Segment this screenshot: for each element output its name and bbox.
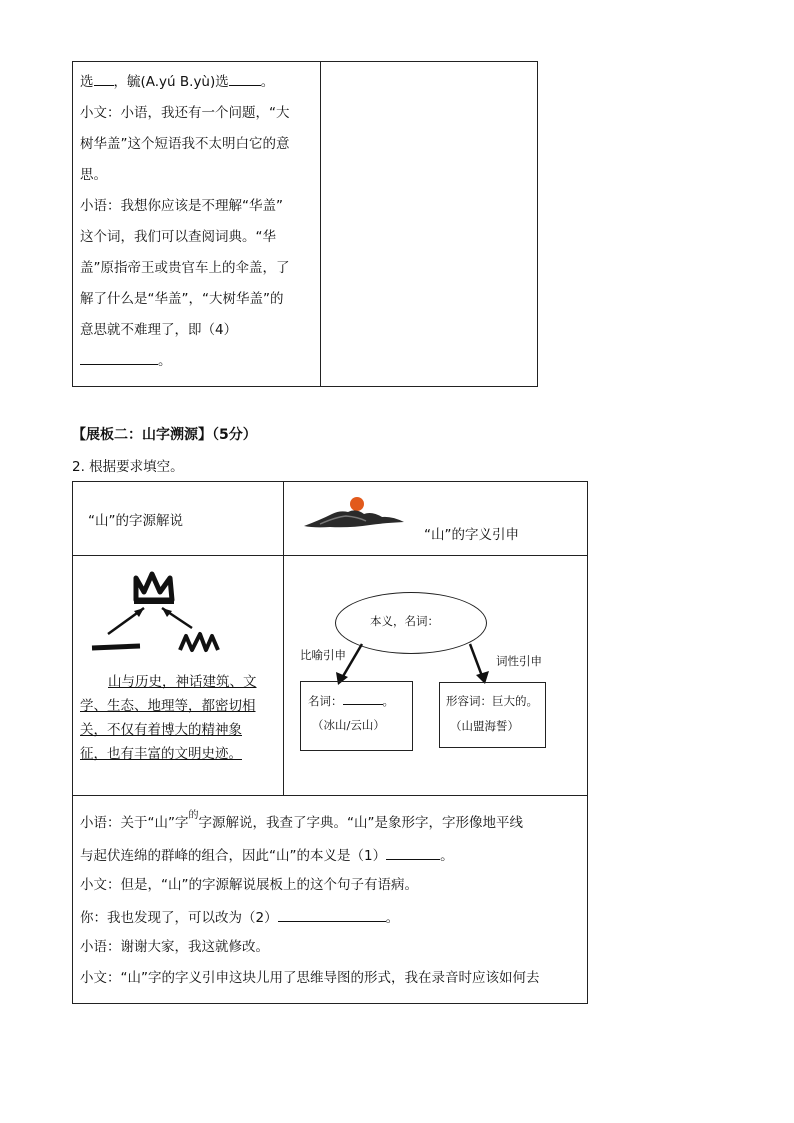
table2-border-left (72, 481, 73, 1004)
explanation-line: 征，也有丰富的文明史迹。 (80, 746, 242, 762)
table1-divider (320, 61, 321, 387)
mindmap-right-box-line2: （山盟海誓） (450, 719, 519, 733)
table1-border-left (72, 61, 73, 387)
dialog-line: 小文：“山”字的字义引申这块儿用了思维导图的形式，我在录音时应该如何去 (80, 970, 540, 986)
dialog-line: 小语：关于“山”字$^的$字源解说，我查了字典。“山”是象形字，字形像地平线 (80, 810, 523, 831)
table1-border-top (72, 61, 538, 62)
mindmap-right-box-line1: 形容词：巨大的。 (446, 694, 538, 708)
answer-blank[interactable] (386, 845, 440, 860)
superscript-char: 的 (188, 810, 199, 821)
mountain-ink-shape (304, 510, 404, 527)
table2-column-divider (283, 481, 284, 796)
ink-mountain-sun-image (300, 490, 420, 540)
dialog-line: 与起伏连绵的群峰的组合，因此“山”的本义是（1） 。 (80, 845, 540, 876)
peaks-stroke (180, 634, 218, 650)
arrow-right-branch (470, 644, 482, 676)
table2-border-bottom (72, 1003, 588, 1004)
shan-explanation (80, 670, 276, 766)
header-extension: “山”的字义引申 (424, 527, 519, 543)
answer-blank[interactable] (80, 350, 158, 365)
dialog-line: 小语：谢谢大家，我这就修改。 (80, 939, 269, 955)
explanation-line: 学、生态、地理等，都密切相 (80, 698, 256, 714)
dialog-line: 小语：我想你应该是不理解“华盖” (80, 198, 283, 214)
explanation-line: 山与历史，神话建筑、文 (108, 674, 257, 690)
dialog-line: 选 ，毓(A.yú B.yù)选 。 (80, 67, 290, 98)
dialog-line: 思。 (80, 167, 107, 183)
dialog-line: 解了什么是“华盖”，“大树华盖”的 (80, 291, 284, 307)
dialog-line: 你：我也发现了，可以改为（2） 。 (80, 907, 540, 938)
mindmap-center-label: 本义，名词： (370, 614, 439, 628)
table2-border-right (587, 481, 588, 1004)
dialog-line: 。 (80, 346, 290, 377)
dialog-line: 小文：小语，我还有一个问题，“大 (80, 105, 290, 121)
table2-border-top (72, 481, 588, 482)
table1-dialog (80, 67, 290, 377)
answer-blank[interactable] (229, 71, 261, 86)
mindmap-right-branch-label: 词性引申 (496, 654, 542, 668)
oracle-shan-diagram (88, 570, 238, 660)
answer-blank[interactable] (278, 907, 386, 922)
table2-row-divider (72, 795, 588, 796)
answer-blank[interactable] (343, 692, 383, 705)
horizon-stroke (92, 646, 140, 648)
header-origin: “山”的字源解说 (88, 513, 183, 529)
dialog-line: 意思就不难理了，即（4） (80, 322, 238, 338)
explanation-line: 关，不仅有着博大的精神象 (80, 722, 242, 738)
dialog-line: 小文：但是，“山”的字源解说展板上的这个句子有语病。 (80, 877, 418, 893)
dialog-line: 这个词，我们可以查阅词典。“华 (80, 229, 276, 245)
question-prompt: 2. 根据要求填空。 (72, 459, 184, 475)
mindmap-left-box-line1: 名词： 。 (308, 694, 394, 708)
answer-blank[interactable] (94, 71, 114, 86)
mindmap-left-box-line2: （冰山/云山） (312, 718, 385, 732)
arrowhead-right (162, 608, 172, 617)
table1-border-right (537, 61, 538, 387)
sun-icon (350, 497, 364, 511)
dialog-line: 树华盖”这个短语我不太明白它的意 (80, 136, 290, 152)
section-heading: 【展板二：山字溯源】（5分） (72, 427, 257, 443)
table2-row-divider (72, 555, 588, 556)
oracle-shan-glyph (136, 574, 172, 600)
table2-dialog (80, 810, 540, 1000)
table1-border-bottom (72, 386, 538, 387)
dialog-line: 盖”原指帝王或贵官车上的伞盖，了 (80, 260, 290, 276)
mindmap-left-branch-label: 比喻引申 (300, 648, 346, 662)
